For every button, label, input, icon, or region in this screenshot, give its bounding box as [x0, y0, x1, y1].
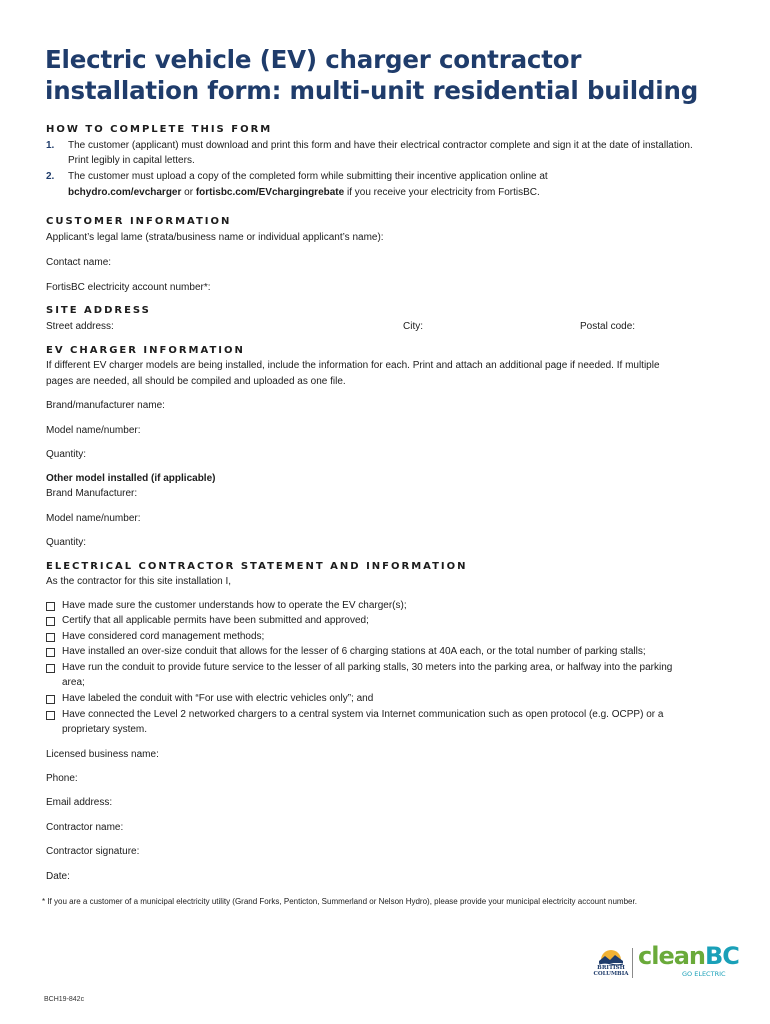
- checkbox-cord[interactable]: [46, 633, 55, 642]
- checkbox-conduit-size-label: Have installed an over-size conduit that allows for the lesser of 6 charging stations at 40A each, or the total number of parking stalls;: [62, 646, 646, 657]
- how-to-heading: HOW TO COMPLETE THIS FORM: [46, 124, 273, 135]
- fortis-tail-text: if you receive your electricity from FortisBC.: [344, 187, 540, 198]
- legal-name-field[interactable]: Applicant’s legal lame (strata/business name or individual applicant’s name):: [46, 232, 384, 243]
- cleanbc-clean: clean: [638, 942, 706, 970]
- checkbox-networked[interactable]: [46, 711, 55, 720]
- ev-intro-line2: pages are needed, all should be compiled and uploaded as one file.: [46, 376, 346, 387]
- bc-logo-text: [592, 965, 630, 977]
- how-to-item-2-line2: [68, 186, 540, 200]
- contractor-heading: ELECTRICAL CONTRACTOR STATEMENT AND INFORMATION: [46, 561, 468, 572]
- contractor-name-field[interactable]: Contractor name:: [46, 822, 124, 833]
- postal-code-field[interactable]: Postal code:: [580, 321, 636, 332]
- city-field[interactable]: City:: [403, 321, 423, 332]
- fortisbc-link[interactable]: fortisbc.com/EVchargingrebate: [195, 187, 345, 198]
- phone-field[interactable]: Phone:: [46, 773, 78, 784]
- how-to-item-1-line1: The customer (applicant) must download and print this form and have their electrical contractor complete and sign it at the date of installation.: [68, 140, 693, 151]
- contractor-signature-field[interactable]: Contractor signature:: [46, 846, 140, 857]
- account-number-field[interactable]: FortisBC electricity account number*:: [46, 282, 211, 293]
- checkbox-labeled-label: Have labeled the conduit with “For use with electric vehicles only”; and: [62, 693, 374, 704]
- street-address-field[interactable]: Street address:: [46, 321, 114, 332]
- document-code: BCH19-842c: [44, 996, 85, 1003]
- how-to-number-1: 1.: [46, 140, 55, 151]
- other-model-field[interactable]: Model name/number:: [46, 513, 141, 524]
- checkbox-conduit-run-label-cont: area;: [62, 677, 85, 688]
- checkbox-networked-label-cont: proprietary system.: [62, 724, 148, 735]
- or-text: or: [181, 187, 196, 198]
- cleanbc-tagline: GO ELECTRIC: [682, 970, 726, 978]
- business-name-field[interactable]: Licensed business name:: [46, 749, 159, 760]
- how-to-item-2-line1: The customer must upload a copy of the completed form while submitting their incentive application online at: [68, 171, 548, 182]
- form-title: [45, 44, 735, 106]
- logo-divider: [632, 948, 633, 978]
- ev-intro-line1: If different EV charger models are being installed, include the information for each. Print and attach an additional page if needed. If multiple: [46, 360, 660, 371]
- cleanbc-bc: BC: [705, 942, 739, 970]
- cleanbc-logo: [638, 942, 739, 970]
- how-to-item-1-line2: Print legibly in capital letters.: [68, 155, 195, 166]
- checkbox-networked-label: Have connected the Level 2 networked chargers to a central system via Internet communication such as open protocol (e.g. OCPP) or a: [62, 709, 664, 720]
- other-brand-field[interactable]: Brand Manufacturer:: [46, 488, 138, 499]
- email-field[interactable]: Email address:: [46, 797, 113, 808]
- checkbox-labeled[interactable]: [46, 695, 55, 704]
- checkbox-cord-label: Have considered cord management methods;: [62, 631, 265, 642]
- checkbox-conduit-size[interactable]: [46, 648, 55, 657]
- checkbox-conduit-run[interactable]: [46, 664, 55, 673]
- form-title-line2: installation form: multi-unit residential building: [45, 76, 699, 105]
- customer-heading: CUSTOMER INFORMATION: [46, 216, 232, 227]
- how-to-number-2: 2.: [46, 171, 55, 182]
- checkbox-operate-label: Have made sure the customer understands how to operate the EV charger(s);: [62, 600, 407, 611]
- brand-name-field[interactable]: Brand/manufacturer name:: [46, 400, 165, 411]
- bchydro-link[interactable]: bchydro.com/evcharger: [68, 187, 182, 198]
- checkbox-conduit-run-label: Have run the conduit to provide future service to the lesser of all parking stalls, 30 meters into the parking area, or halfway into the parking: [62, 662, 673, 673]
- checkbox-operate[interactable]: [46, 602, 55, 611]
- other-model-heading: Other model installed (if applicable): [46, 473, 216, 484]
- bc-logo-line1: BRITISH: [597, 965, 625, 971]
- ev-charger-heading: EV CHARGER INFORMATION: [46, 345, 245, 356]
- contact-name-field[interactable]: Contact name:: [46, 257, 112, 268]
- footnote: * If you are a customer of a municipal electricity utility (Grand Forks, Penticton, Summerland or Nelson Hydro), please provide your municipal electricity account number.: [42, 897, 637, 906]
- site-address-heading: SITE ADDRESS: [46, 305, 151, 316]
- quantity-field[interactable]: Quantity:: [46, 449, 87, 460]
- contractor-intro: As the contractor for this site installation I,: [46, 576, 232, 587]
- model-name-field[interactable]: Model name/number:: [46, 425, 141, 436]
- checkbox-permits-label: Certify that all applicable permits have been submitted and approved;: [62, 615, 369, 626]
- form-title-line1: Electric vehicle (EV) charger contractor: [45, 45, 582, 74]
- bc-logo-line2: COLUMBIA: [593, 971, 629, 977]
- checkbox-permits[interactable]: [46, 617, 55, 626]
- date-field[interactable]: Date:: [46, 871, 70, 882]
- other-quantity-field[interactable]: Quantity:: [46, 537, 87, 548]
